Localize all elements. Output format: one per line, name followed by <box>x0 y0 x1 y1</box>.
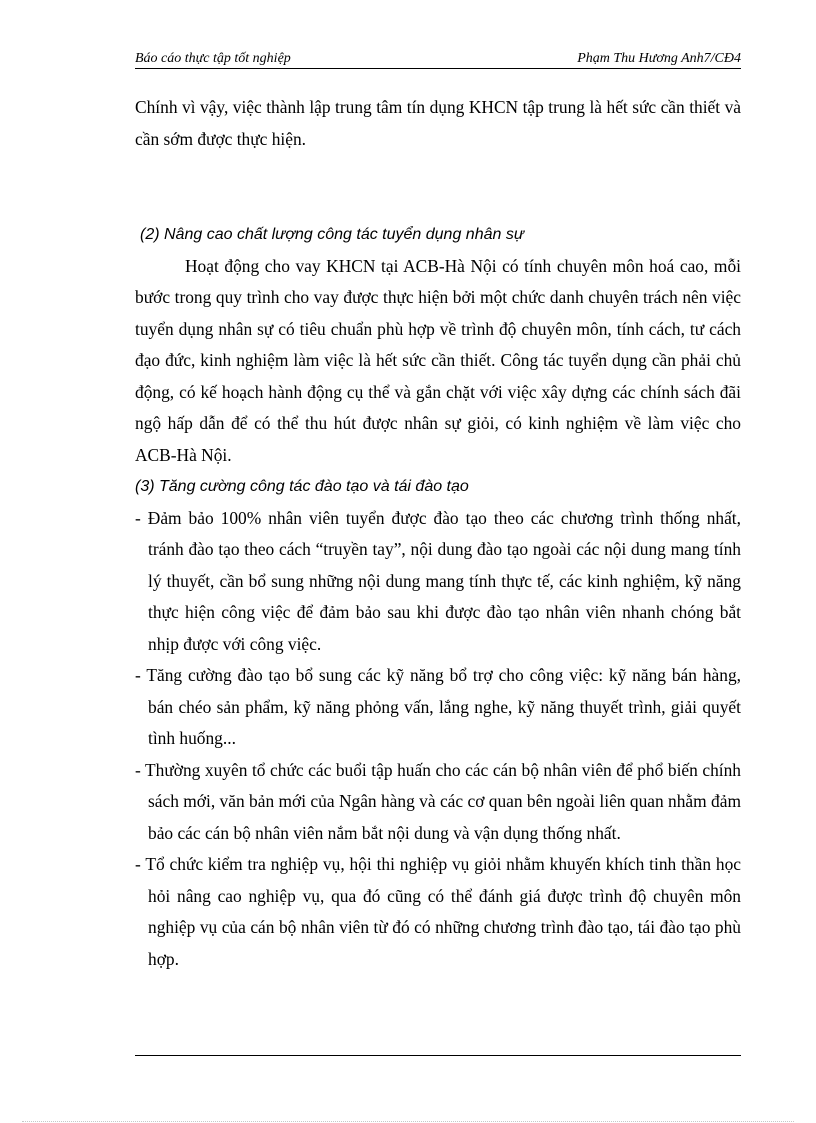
bullet-item: - Tăng cường đào tạo bổ sung các kỹ năng bổ trợ cho công việc: kỹ năng bán hàng, bán chéo sản phẩm, kỹ năng phỏng vấn, lắng nghe, kỹ năng thuyết trình, giải quyết tình huống... <box>135 665 741 748</box>
header-report-title: Báo cáo thực tập tốt nghiệp <box>135 51 291 66</box>
bullet-item: - Đảm bảo 100% nhân viên tuyển được đào tạo theo các chương trình thống nhất, tránh đào tạo theo cách “truyền tay”, nội dung đào tạo ngoài các nội dung mang tính lý thuyết, cần bổ sung những nội dung mang tính thực tế, các kinh nghiệm, kỹ năng thực hiện công việc để đảm bảo sau khi được đào tạo nhân viên nhanh chóng bắt nhịp được với công việc. <box>135 507 741 654</box>
page-header <box>135 50 741 69</box>
bullet-item: - Tổ chức kiểm tra nghiệp vụ, hội thi nghiệp vụ giỏi nhằm khuyến khích tinh thần học hỏi nâng cao nghiệp vụ, qua đó cũng có thể đánh giá được trình độ chuyên môn nghiệp vụ của cán bộ nhân viên từ đó có những chương trình đào tạo, tái đào tạo phù hợp. <box>135 854 741 969</box>
section-2-heading: (2) Nâng cao chất lượng công tác tuyển dụng nhân sự <box>140 226 524 243</box>
header-author: Phạm Thu Hương Anh7/CĐ4 <box>577 51 741 66</box>
page-boundary-divider <box>22 1121 794 1122</box>
intro-paragraph: Chính vì vậy, việc thành lập trung tâm tín dụng KHCN tập trung là hết sức cần thiết và cần sớm được thực hiện. <box>135 97 741 149</box>
page-body <box>135 92 741 975</box>
footer-rule <box>135 1055 741 1056</box>
section-3-heading: (3) Tăng cường công tác đào tạo và tái đào tạo <box>135 478 469 495</box>
bullet-item: - Thường xuyên tổ chức các buổi tập huấn cho các cán bộ nhân viên để phổ biến chính sách mới, văn bản mới của Ngân hàng và các cơ quan bên ngoài liên quan nhằm đảm bảo các cán bộ nhân viên nắm bắt nội dung và vận dụng thống nhất. <box>135 759 741 843</box>
section-2-paragraph: Hoạt động cho vay KHCN tại ACB-Hà Nội có tính chuyên môn hoá cao, mỗi bước trong quy trình cho vay được thực hiện bởi một chức danh chuyên trách nên việc tuyển dụng nhân sự có tiêu chuẩn phù hợp về trình độ chuyên môn, tính cách, tư cách đạo đức, kinh nghiệm làm việc là hết sức cần thiết. Công tác tuyển dụng cần phải chủ động, có kế hoạch hành động cụ thể và gắn chặt với việc xây dựng các chính sách đãi ngộ hấp dẫn để có thể thu hút được nhân sự giỏi, có kinh nghiệm về làm việc cho ACB-Hà Nội. <box>135 255 741 465</box>
